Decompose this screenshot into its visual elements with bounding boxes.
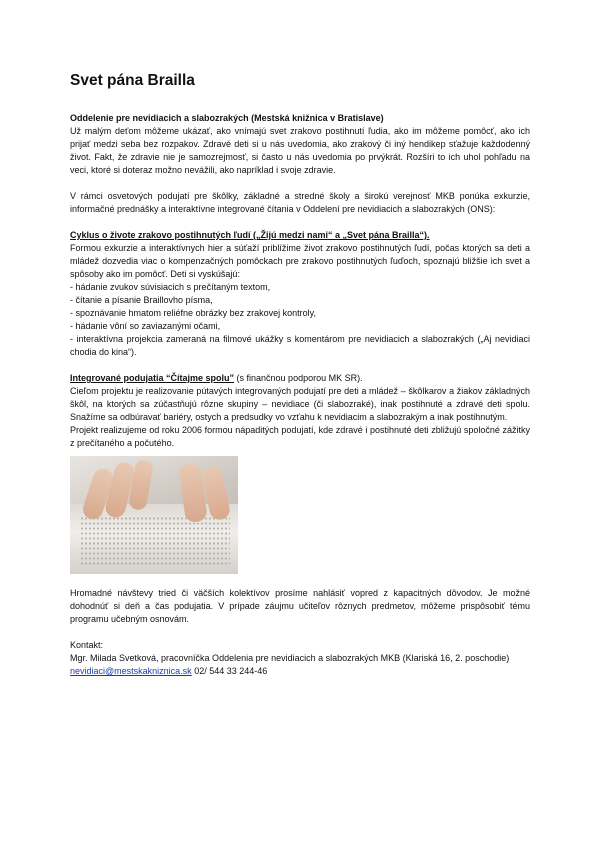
list-item: - spoznávanie hmatom reliéfne obrázky bez zrakovej kontroly, [70, 308, 316, 318]
list-item: - interaktívna projekcia zameraná na filmové ukážky s komentárom pre nevidiacich a slabozrakých („Aj nevidiaci chodia do kina“). [70, 334, 530, 357]
section-cycle [70, 229, 530, 359]
section-reading-heading: Integrované podujatia “Čítajme spolu” [70, 373, 235, 383]
section-reading [70, 372, 530, 450]
list-item: - hádanie vôní so zaviazanými očami, [70, 321, 221, 331]
section-department-text: Už malým deťom môžeme ukázať, ako vnímajú svet zrakovo postihnutí ľudia, ako im môžeme pomôcť, ako ich prijať medzi seba bez rozpakov. Zdravé deti si u nás uvedomia, ako zrakový či iný hendikep sťažuje každodenný život. Fakt, že zdravie nie je samozrejmosť, si často u nás uvedomia po prvýkrát. Rozšíri to ich uhol pohľadu na veci, ktoré si doteraz možno nevážili, ako napríklad i svoje zdravie. [70, 126, 530, 175]
contact-line [70, 665, 530, 678]
section-cycle-intro: Formou exkurzie a interaktívnych hier a súťaží priblížime život zrakovo postihnutých ľudí, počas ktorých sa deti a mládež dozvedia viac o kompenzačných pomôckach pre zrakovo postihnutých ľuďoch, spoznajú bližšie ich svet a spôsoby ako im pomôcť. Deti si vyskúšajú: [70, 243, 530, 279]
section-visits [70, 587, 530, 626]
section-department [70, 112, 530, 177]
section-events-text: V rámci osvetových podujatí pre škôlky, základné a stredné školy a širokú verejnosť MKB ponúka exkurzie, informačné prednášky a interaktívne integrované čítania v Oddelení pre nevidiacich a slabozrakých (ONS): [70, 191, 530, 214]
section-reading-text-2: Projekt realizujeme od roku 2006 formou nápaditých podujatí, kde zdravé i postihnuté deti zbližujú spoločné zážitky z prečítaného a počutého. [70, 425, 530, 448]
section-cycle-heading: Cyklus o živote zrakovo postihnutých ľudí („Žijú medzi nami“ a „Svet pána Brailla“). [70, 230, 430, 240]
braille-reading-photo [70, 456, 238, 574]
contact-phone: 02/ 544 33 244-46 [191, 666, 268, 676]
document-content [70, 72, 530, 678]
contact-label: Kontakt: [70, 640, 104, 650]
section-events [70, 190, 530, 216]
list-item: - čítanie a písanie Braillovho písma, [70, 295, 213, 305]
contact-email-link[interactable]: nevidiaci@mestskakniznica.sk [70, 666, 192, 676]
contact-person: Mgr. Milada Svetková, pracovníčka Oddelenia pre nevidiacich a slabozrakých MKB (Klariská 16, 2. poschodie) [70, 653, 510, 663]
section-reading-text: Cieľom projektu je realizovanie pútavých integrovaných podujatí pre deti a mládež – škôlkarov a žiakov základných škôl, na ktorých sa zúčastňujú rôzne skupiny – nevidiace (či slabozraké), inak postihnuté a zdravé deti spolu. Snažíme sa odbúravať bariéry, ostych a predsudky vo vzťahu k nevidiacim a slabozrakým a inak postihnutým. [70, 386, 530, 422]
section-visits-text: Hromadné návštevy tried či väčších kolektívov prosíme nahlásiť vopred z kapacitných dôvodov. Je možné dohodnúť si deň a čas podujatia. V prípade záujmu učiteľov rôznych predmetov, môžeme prispôsobiť tému programu učebným osnovám. [70, 588, 530, 624]
section-reading-heading-line [70, 372, 530, 385]
braille-dots [80, 516, 230, 566]
list-item: - hádanie zvukov súvisiacich s prečítaným textom, [70, 282, 271, 292]
section-department-heading: Oddelenie pre nevidiacich a slabozrakých (Mestská knižnica v Bratislave) [70, 113, 384, 123]
page-title: Svet pána Brailla [70, 72, 195, 89]
section-contact [70, 639, 530, 678]
activity-list [70, 281, 530, 359]
section-reading-heading-suffix: (s finančnou podporou MK SR). [234, 373, 363, 383]
